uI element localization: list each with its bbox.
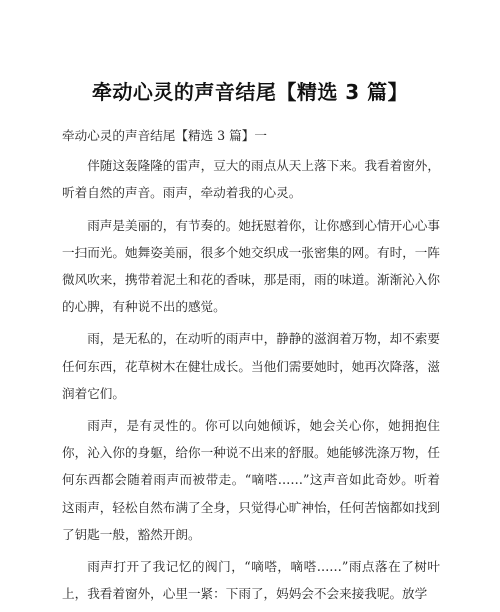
paragraph: 雨声是美丽的，有节奏的。她抚慰着你，让你感到心情开心心事一扫而光。她舞姿美丽，很多个她交织成一张密集的网。有时，一阵微风吹来，携带着泥土和花的香味，那是雨，雨的味道。渐渐沁入你的心脾，有种说不出的感觉。 [62, 217, 440, 315]
paragraph: 伴随这轰隆隆的雷声，豆大的雨点从天上落下来。我看着窗外，听着自然的声音。雨声，牵动着我的心灵。 [62, 158, 440, 201]
document-body [62, 122, 440, 612]
document-title: 牵动心灵的声音结尾【精选 3 篇】 [91, 80, 409, 104]
paragraph: 雨声打开了我记忆的阀门，“嘀嗒，嘀嗒……”雨点落在了树叶上，我看着窗外，心里一紧：下雨了，妈妈会不会来接我呢。放学 [62, 559, 440, 602]
paragraph: 雨，是无私的，在动听的雨声中，静静的滋润着万物，却不索要任何东西，花草树木在健壮成长。当他们需要她时，她再次降落，滋润着它们。 [62, 331, 440, 401]
section-subheading: 牵动心灵的声音结尾【精选 3 篇】一 [62, 128, 267, 143]
paragraph: 雨声，是有灵性的。你可以向她倾诉，她会关心你，她拥抱住你，沁入你的身躯，给你一种说不出来的舒服。她能够洗涤万物，任何东西都会随着雨声而被带走。“嘀嗒……”这声音如此奇妙。听着这雨声，轻松自然布满了全身，只觉得心旷神怡，任何苦恼都如找到了钥匙一般，豁然开朗。 [62, 418, 440, 542]
